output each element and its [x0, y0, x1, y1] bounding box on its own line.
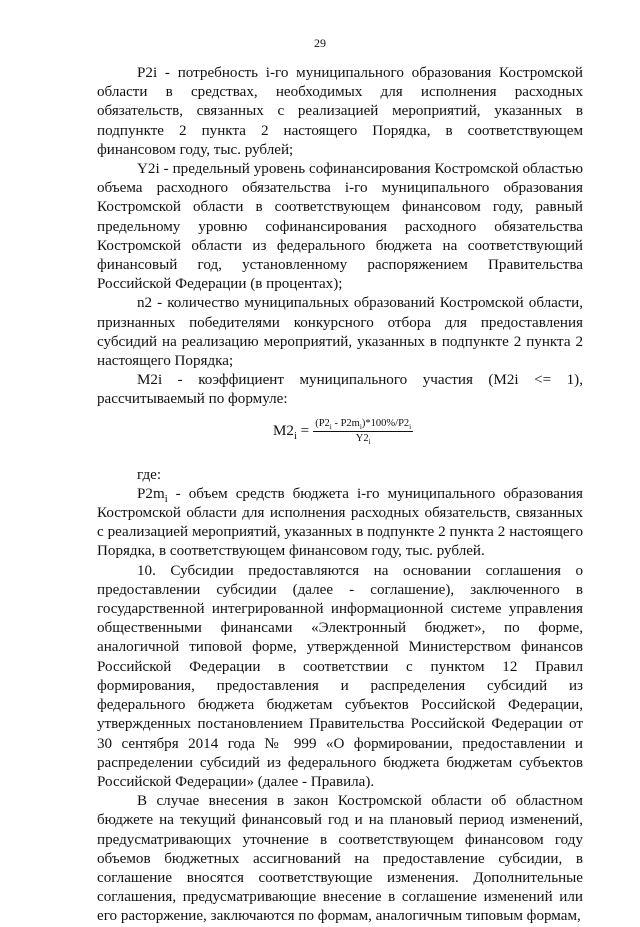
paragraph-p2i-definition: P2i - потребность i-го муниципального образования Костромской области в средствах, необходимых для исполнения расходных обязательств, связанных с реализацией мероприятий, указанных в подпункте 2 пункта 2 настоящего Порядка, в соответствующем финансовом году, тыс. рублей;: [97, 65, 583, 158]
formula-numerator: $(P2_i - P2m_i)*100\%/P2_i$: [315, 417, 412, 431]
paragraph-agreement-changes: В случае внесения в закон Костромской области об областном бюджете на текущий финансовый год и на плановый период изменений, предусматривающих уточнение в соответствующем финансовом году объемов бюджетных ассигнований на предоставление субсидии, в соглашение вносятся соответствующие изменения. Дополнительные соглашения, предусматривающие внесение в соглашение изменений или его расторжение, заключаются по формам, аналогичным типовым формам,: [97, 793, 583, 925]
formula-fraction: [313, 418, 413, 445]
formula-spacer: [97, 456, 583, 466]
page-number: 29: [314, 36, 326, 50]
paragraph-p2mi-definition: $P2m_i$ - объем средств бюджета i-го муниципального образования Костромской области для исполнения расходных обязательств, связанных с реализацией мероприятий, указанных в подпункте 2 пункта 2 настоящего Порядка, в соответствующем финансовом году, тыс. рублей.: [97, 485, 583, 560]
paragraph-item-10: 10. Субсидии предоставляются на основании соглашения о предоставлении субсидии (далее - соглашение), заключенного в государственной интегрированной информационной системе управления общественными финансами «Электронный бюджет», по форме, аналогичной типовой форме, утвержденной Министерством финансов Российской Федерации в соответствии с пунктом 12 Правил формирования, предоставления и распределения субсидий из федерального бюджета бюджетам субъектов Российской Федерации, утвержденных постановлением Правительства Российской Федерации от 30 сентября 2014 года № 999 «О формировании, предоставлении и распределении субсидий из федерального бюджета бюджетам субъектов Российской Федерации» (далее - Правила).: [97, 562, 583, 790]
formula-denominator: $Y2_i$: [355, 432, 371, 446]
document-body: [97, 64, 583, 927]
p2mi-term: $P2m_i$: [137, 485, 168, 505]
paragraph-m2i-definition: M2i - коэффициент муниципального участия (M2i <= 1), рассчитываемый по формуле:: [97, 372, 583, 408]
paragraph-y2i-definition: Y2i - предельный уровень софинансирования Костромской областью объема расходного обязательства i-го муниципального образования Костромской области в соответствующем финансовом году, равный предельному уровню софинансирования расходного обязательства Костромской области из федерального бюджета на соответствующий финансовый год, установленному распоряжением Правительства Российской Федерации (в процентах);: [97, 161, 583, 293]
formula-lhs: $M2_i$ =: [273, 422, 310, 442]
m2i-formula: [273, 418, 413, 445]
paragraph-n2-definition: n2 - количество муниципальных образований Костромской области, признанных победителями конкурсного отбора для предоставления субсидий на реализацию мероприятий, указанных в подпункте 2 пункта 2 настоящего Порядка;: [97, 295, 583, 370]
formula-block: [97, 412, 583, 456]
paragraph-where: где:: [137, 466, 162, 483]
